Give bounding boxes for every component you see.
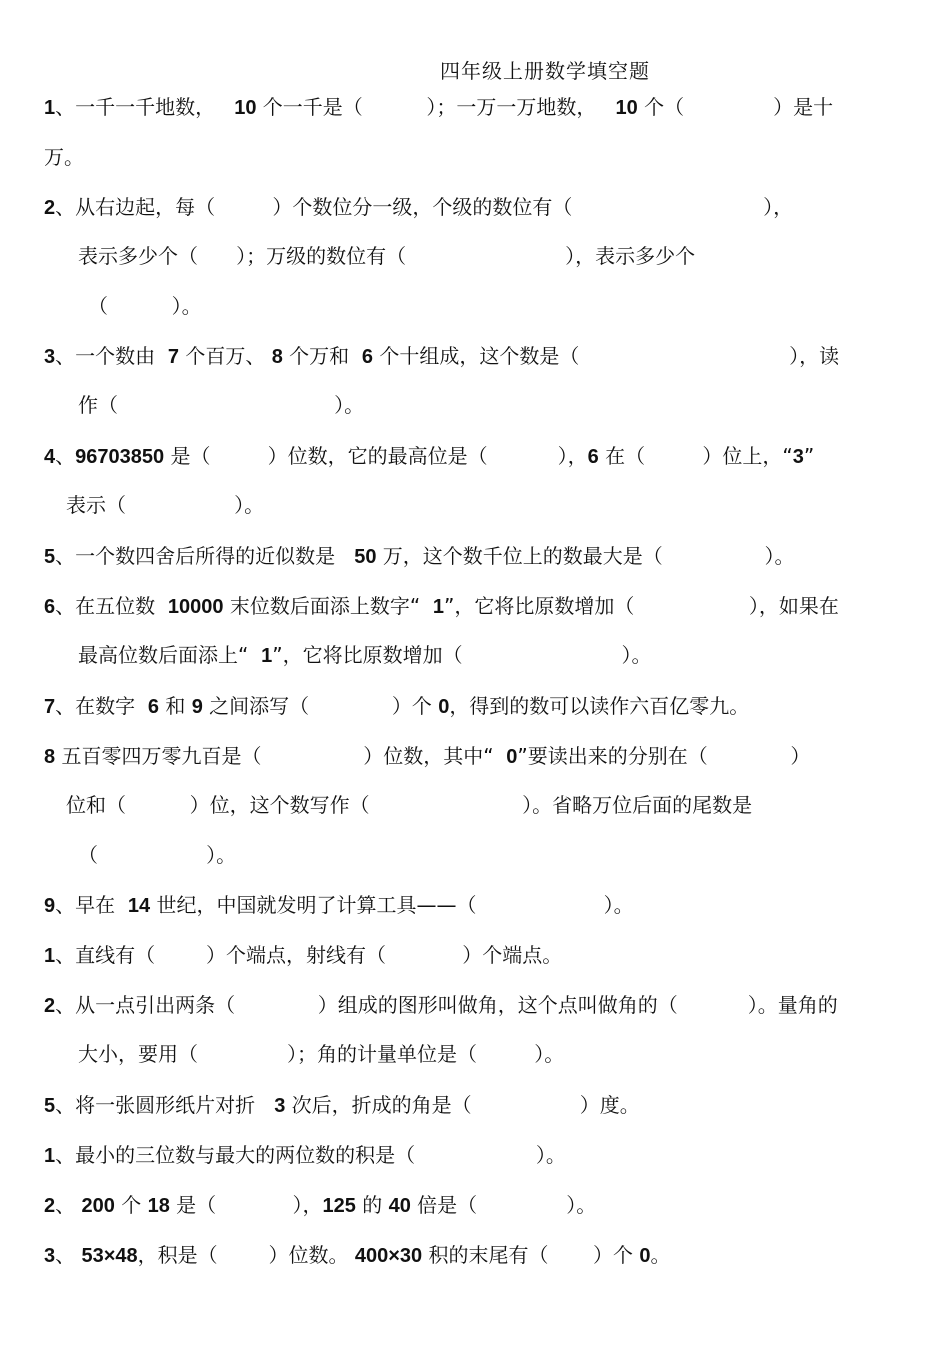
number-text: 10 <box>234 97 257 119</box>
number-text: 7 <box>167 346 179 368</box>
question-text: ” <box>803 444 815 468</box>
q3-line-2 <box>78 392 364 418</box>
q4-line-2 <box>66 492 264 518</box>
question-text: 万，这个数千位上的数最大是（ ）。 <box>376 544 795 568</box>
q7-line-1 <box>44 693 749 720</box>
question-text: 、一个数由 <box>55 344 168 368</box>
number-text: 1 <box>432 596 445 618</box>
calc-q1-line-1 <box>44 1142 566 1169</box>
question-text: 。 <box>650 1243 671 1267</box>
question-text: 、直线有（ ）个端点，射线有（ ）个端点。 <box>55 943 563 967</box>
number-text: 8 <box>44 746 56 768</box>
question-text: 大小，要用（ ）；角的计量单位是（ ）。 <box>78 1042 565 1066</box>
q2-line-3 <box>88 293 202 319</box>
question-text: 万。 <box>44 145 84 169</box>
question-text: ”，它将比原数增加（ ），如果在 <box>444 594 839 618</box>
question-text: 表示（ ）。 <box>66 493 265 517</box>
number-text: 5 <box>44 1095 56 1117</box>
question-text: 、早在 <box>55 893 128 917</box>
number-text: 1 <box>44 1145 56 1167</box>
question-text: 之间添写（ ）个 <box>202 694 439 718</box>
question-text: 、 <box>55 444 76 468</box>
question-text: （ ）。 <box>78 843 237 867</box>
question-text: 、最小的三位数与最大的两位数的积是（ ）。 <box>55 1143 566 1167</box>
question-text: 五百零四万零九百是（ ）位数，其中“ <box>55 744 507 768</box>
question-text: 、从一点引出两条（ ）组成的图形叫做角，这个点叫做角的（ ）。量角的 <box>55 993 838 1017</box>
number-text: 4 <box>44 446 56 468</box>
question-text: 末位数后面添上数字“ <box>223 594 433 618</box>
number-text: 3 <box>792 446 804 468</box>
number-text: 1 <box>44 97 56 119</box>
number-text: 0 <box>506 746 518 768</box>
question-text: 个十组成，这个数是（ ），读 <box>373 344 840 368</box>
question-text: 是（ ）， <box>169 1193 323 1217</box>
number-text: 1 <box>261 645 273 667</box>
calc-q2-line-1 <box>44 1192 596 1219</box>
q3-line-1 <box>44 343 839 370</box>
number-text: 2 <box>44 995 56 1017</box>
question-text: 和 <box>158 694 192 718</box>
number-text: 3 <box>44 346 56 368</box>
number-text: 10000 <box>167 596 224 618</box>
question-text: 个万和 <box>282 344 362 368</box>
geo-q2-line-2 <box>78 1041 564 1067</box>
question-text: 、在五位数 <box>55 594 168 618</box>
question-text: 、从右边起，每（ ）个数位分一级，个级的数位有（ ）， <box>55 195 794 219</box>
question-text: 最高位数后面添上“ <box>78 643 262 667</box>
number-text: 1 <box>44 945 56 967</box>
q6-line-2 <box>78 642 652 669</box>
q5-line-1 <box>44 543 795 570</box>
question-text: 世纪，中国就发明了计算工具——（ ）。 <box>150 893 634 917</box>
q8-line-1 <box>44 743 810 770</box>
question-text: 倍是（ ）。 <box>410 1193 597 1217</box>
q4-line-1 <box>44 443 814 470</box>
question-text: 次后，折成的角是（ ）度。 <box>285 1093 640 1117</box>
question-text: 、在数字 <box>55 694 148 718</box>
question-text: 、一个数四舍后所得的近似数是 <box>55 544 355 568</box>
number-text: 8 <box>271 346 283 368</box>
question-text: （ ）。 <box>88 294 202 318</box>
number-text: 2 <box>44 197 56 219</box>
question-text: 积的末尾有（ ）个 <box>422 1243 640 1267</box>
number-text: 9 <box>44 895 56 917</box>
question-text: 表示多少个（ ）；万级的数位有（ ），表示多少个 <box>78 244 696 268</box>
q6-line-1 <box>44 593 839 620</box>
number-text: 6 <box>361 346 374 368</box>
question-text: 位和（ ）位，这个数写作（ ）。省略万位后面的尾数是 <box>66 793 753 817</box>
number-text: 0 <box>639 1245 651 1267</box>
question-text: 、 <box>55 1243 82 1267</box>
q8-line-3 <box>78 842 236 868</box>
question-text: 个百万、 <box>178 344 272 368</box>
question-text: ”要读出来的分别在（ ） <box>517 744 811 768</box>
question-text: 个一千是（ ）；一万一万地数， <box>256 95 616 119</box>
question-text: 个 <box>114 1193 148 1217</box>
number-text: 5 <box>44 546 56 568</box>
geo-q1-line-1 <box>44 942 562 969</box>
number-text: 40 <box>388 1195 411 1217</box>
number-text: 0 <box>438 696 450 718</box>
question-text: 个（ ）是十 <box>637 95 834 119</box>
q1-line-2 <box>44 144 84 170</box>
q2-line-2 <box>78 243 695 269</box>
worksheet-title: 四年级上册数学填空题 <box>440 59 650 83</box>
number-text: 125 <box>322 1195 356 1217</box>
question-text: 的 <box>355 1193 389 1217</box>
question-text: 、 <box>55 1193 82 1217</box>
number-text: 50 <box>354 546 377 568</box>
calc-q3-line-1 <box>44 1242 671 1269</box>
q9-line-1 <box>44 892 634 919</box>
question-text: 是（ ）位数，它的最高位是（ ）， <box>164 444 588 468</box>
number-text: 96703850 <box>75 446 165 468</box>
number-text: 6 <box>587 446 599 468</box>
number-text: 200 <box>81 1195 115 1217</box>
number-text: 10 <box>615 97 638 119</box>
number-text: 400×30 <box>354 1245 423 1267</box>
q8-line-2 <box>66 792 752 818</box>
number-text: 18 <box>147 1195 170 1217</box>
number-text: 7 <box>44 696 56 718</box>
question-text: 作（ ）。 <box>78 393 365 417</box>
number-text: 6 <box>44 596 56 618</box>
question-text: 在（ ）位上，“ <box>598 444 793 468</box>
number-text: 6 <box>147 696 159 718</box>
geo-q2-line-1 <box>44 992 838 1019</box>
number-text: 53×48 <box>81 1245 138 1267</box>
question-text: ，得到的数可以读作六百亿零九。 <box>449 694 750 718</box>
number-text: 14 <box>127 895 151 917</box>
geo-q5-line-1 <box>44 1092 640 1119</box>
number-text: 3 <box>274 1095 286 1117</box>
question-text: 、将一张圆形纸片对折 <box>55 1093 275 1117</box>
number-text: 2 <box>44 1195 56 1217</box>
number-text: 3 <box>44 1245 56 1267</box>
number-text: 9 <box>191 696 203 718</box>
question-text: ，积是（ ）位数。 <box>137 1243 355 1267</box>
question-text: ”，它将比原数增加（ ）。 <box>272 643 652 667</box>
question-text: 、一千一千地数， <box>55 95 235 119</box>
q2-line-1 <box>44 194 793 221</box>
q1-line-1 <box>44 94 833 121</box>
